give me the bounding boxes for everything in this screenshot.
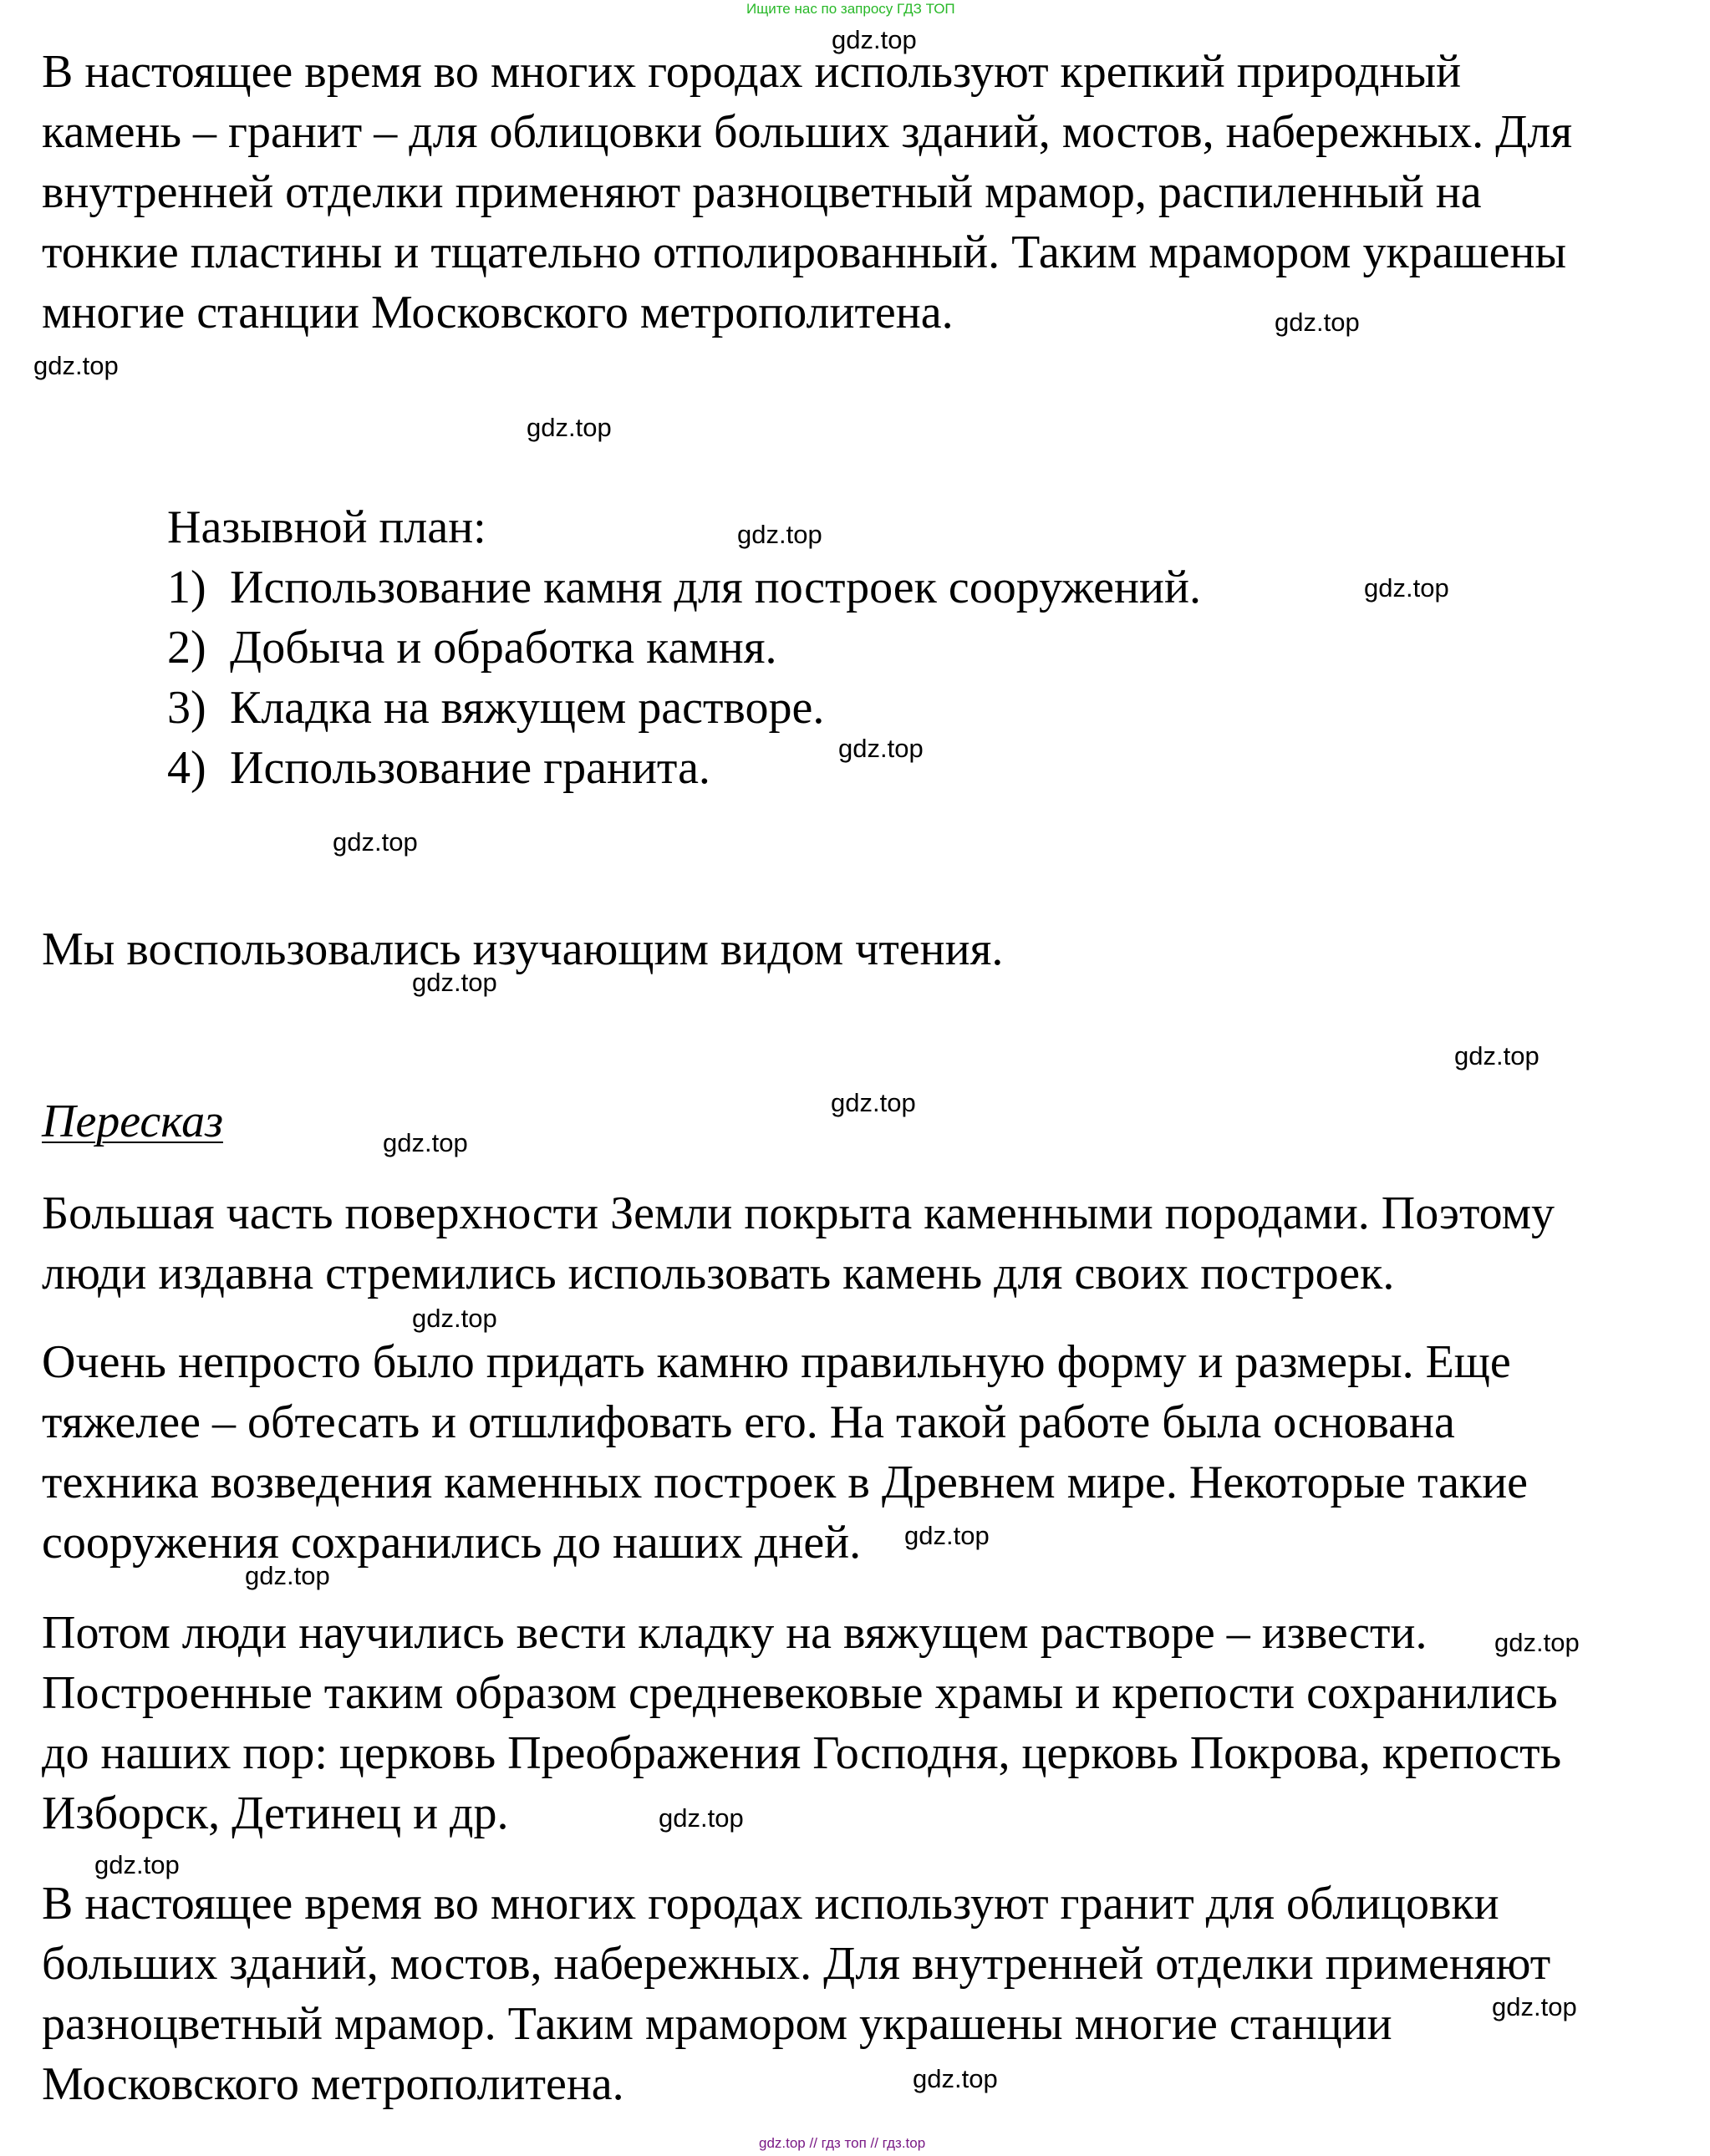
text-line: Московского метрополитена. bbox=[42, 2058, 624, 2110]
watermark: gdz.top bbox=[1275, 308, 1360, 337]
plan-item bbox=[167, 738, 1201, 798]
watermark: gdz.top bbox=[904, 1521, 990, 1550]
text-line: разноцветный мрамор. Таким мрамором украшены многие станции bbox=[42, 1998, 1392, 2050]
watermark: gdz.top bbox=[913, 2064, 998, 2093]
text-line: техника возведения каменных построек в Древнем мире. Некоторые такие bbox=[42, 1457, 1529, 1508]
retelling-paragraph bbox=[42, 1874, 1550, 2114]
nominal-plan bbox=[167, 497, 1201, 798]
plan-item bbox=[167, 557, 1201, 618]
retelling-heading: Пересказ bbox=[42, 1096, 223, 1147]
watermark: gdz.top bbox=[94, 1850, 180, 1879]
text-line: внутренней отделки применяют разноцветный мрамор, распиленный на bbox=[42, 166, 1482, 218]
text-line: тяжелее – обтесать и отшлифовать его. На такой работе была основана bbox=[42, 1396, 1455, 1448]
text-line: Потом люди научились вести кладку на вяжущем растворе – извести. bbox=[42, 1607, 1428, 1659]
plan-item-text: Добыча и обработка камня. bbox=[230, 622, 777, 674]
watermark: gdz.top bbox=[831, 1088, 916, 1117]
text-line: Очень непросто было придать камню правильную форму и размеры. Еще bbox=[42, 1336, 1511, 1388]
plan-item-text: Кладка на вяжущем растворе. bbox=[230, 682, 825, 734]
text-line: Построенные таким образом средневековые храмы и крепости сохранились bbox=[42, 1667, 1558, 1719]
plan-item-text: Использование камня для построек сооружений. bbox=[230, 562, 1201, 613]
watermark: gdz.top bbox=[412, 968, 497, 997]
text-line: Большая часть поверхности Земли покрыта каменными породами. Поэтому bbox=[42, 1187, 1555, 1239]
reading-type-statement: Мы воспользовались изучающим видом чтения. bbox=[42, 923, 1004, 975]
plan-item-number: 3) bbox=[167, 682, 206, 734]
retelling-paragraph bbox=[42, 1332, 1528, 1573]
retelling-paragraph bbox=[42, 1603, 1561, 1843]
retelling-paragraph bbox=[42, 1183, 1555, 1304]
plan-title: Назывной план: bbox=[167, 501, 486, 553]
watermark: gdz.top bbox=[1364, 573, 1449, 603]
watermark: gdz.top bbox=[737, 520, 822, 549]
plan-item-number: 1) bbox=[167, 562, 206, 613]
text-line: больших зданий, мостов, набережных. Для внутренней отделки применяют bbox=[42, 1938, 1551, 1990]
text-line: В настоящее время во многих городах используют крепкий природный bbox=[42, 46, 1462, 98]
text-line: В настоящее время во многих городах используют гранит для облицовки bbox=[42, 1878, 1499, 1930]
watermark: gdz.top bbox=[832, 25, 917, 54]
watermark: gdz.top bbox=[333, 827, 418, 857]
text-line: до наших пор: церковь Преображения Господня, церковь Покрова, крепость bbox=[42, 1727, 1562, 1779]
watermark: gdz.top bbox=[1494, 1628, 1580, 1657]
watermark: gdz.top bbox=[1492, 1992, 1577, 2021]
plan-item bbox=[167, 678, 1201, 738]
watermark: gdz.top bbox=[838, 734, 924, 763]
footer-watermark: gdz.top // гдз топ // гдз.top bbox=[759, 2135, 926, 2151]
watermark: gdz.top bbox=[1454, 1041, 1540, 1070]
text-line: многие станции Московского метрополитена. bbox=[42, 287, 954, 338]
search-hint-banner: Ищите нас по запросу ГДЗ ТОП bbox=[746, 1, 955, 17]
text-line: сооружения сохранились до наших дней. bbox=[42, 1517, 862, 1569]
plan-item-number: 4) bbox=[167, 742, 206, 794]
watermark: gdz.top bbox=[659, 1803, 744, 1833]
intro-paragraph bbox=[42, 42, 1572, 343]
plan-item bbox=[167, 618, 1201, 678]
watermark: gdz.top bbox=[33, 351, 119, 380]
text-line: люди издавна стремились использовать камень для своих построек. bbox=[42, 1248, 1395, 1299]
watermark: gdz.top bbox=[383, 1128, 468, 1157]
watermark: gdz.top bbox=[245, 1561, 330, 1590]
text-line: камень – гранит – для облицовки больших зданий, мостов, набережных. Для bbox=[42, 106, 1573, 158]
watermark: gdz.top bbox=[527, 413, 612, 442]
plan-item-text: Использование гранита. bbox=[230, 742, 710, 794]
plan-item-number: 2) bbox=[167, 622, 206, 674]
text-line: тонкие пластины и тщательно отполированный. Таким мрамором украшены bbox=[42, 226, 1567, 278]
text-line: Изборск, Детинец и др. bbox=[42, 1787, 509, 1839]
watermark: gdz.top bbox=[412, 1304, 497, 1333]
